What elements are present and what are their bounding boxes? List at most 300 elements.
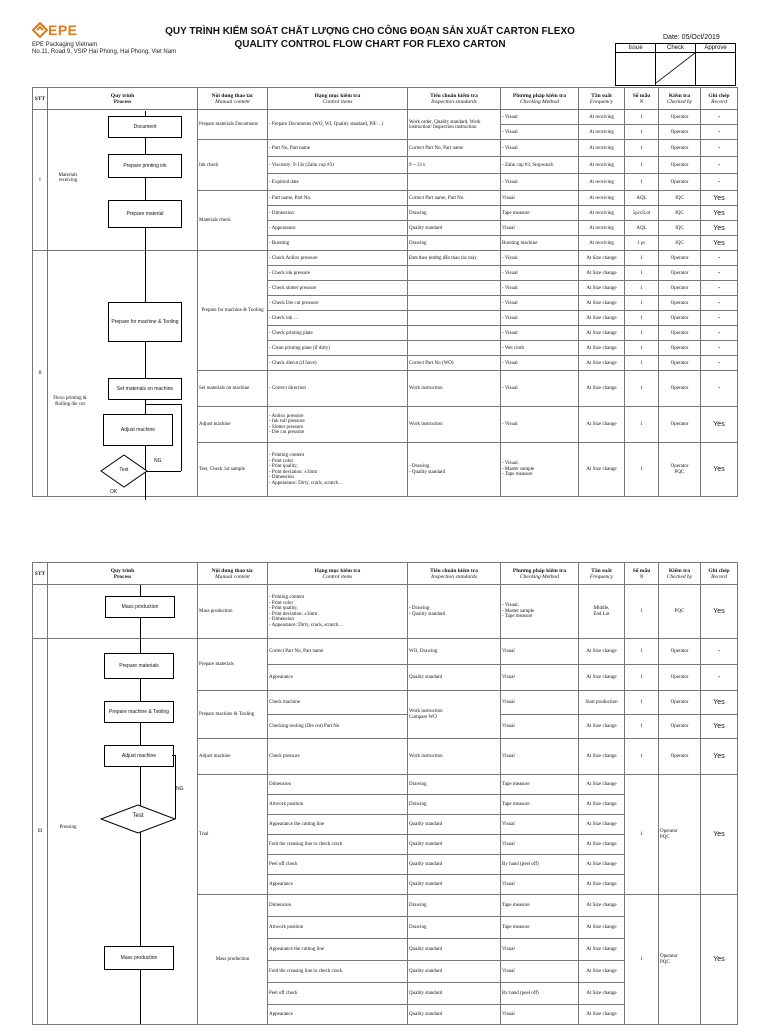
checking-method: Tape measure xyxy=(501,895,579,917)
control-item: Dimension xyxy=(268,775,408,795)
col-frequency: Tần suất Frequency xyxy=(579,563,625,585)
inspection-standard: Correct Part name, Part No. xyxy=(408,191,501,206)
checking-method: - Wet cloth xyxy=(501,341,579,356)
record: - xyxy=(701,157,738,174)
col-stt: STT xyxy=(33,88,48,110)
checking-method: - Visual xyxy=(501,311,579,326)
checking-method: - Visual xyxy=(501,371,579,407)
logo-text: EPE xyxy=(48,22,78,38)
checked-by: Operator xyxy=(659,110,701,125)
record: Yes xyxy=(701,206,738,221)
sample-n: 1 xyxy=(625,140,659,157)
control-item: - Appearance xyxy=(268,221,408,236)
sample-n: 5pcs/Lot xyxy=(625,206,659,221)
manual-content: Test, Check 1st sample xyxy=(198,443,268,497)
inspection-standard: Work order, Quality standard, Work instruction/ Inspection instruction xyxy=(408,110,501,140)
logo-icon xyxy=(32,22,48,38)
checked-by: Operator PQC xyxy=(659,895,701,1025)
sample-n: 1 xyxy=(625,125,659,140)
checked-by: Operator xyxy=(659,281,701,296)
inspection-standard: Quality standard xyxy=(408,983,501,1005)
sig-check-label: Check xyxy=(656,44,696,53)
flow-step-set-materials: Set materials on machine xyxy=(108,378,182,400)
control-item: - Prepare Documents (WO, WI, Quality standard, PIF…) xyxy=(268,110,408,140)
checking-method: Visual xyxy=(501,1005,579,1025)
sig-approve-label: Approve xyxy=(696,44,736,53)
frequency: At receiving xyxy=(579,140,625,157)
control-item: - Printing content - Print color - Print quality, - Print deviation: ±3mm - Dimension - Appearance: Dirty, crack, scratch… xyxy=(268,443,408,497)
flow-decision-label: Test xyxy=(119,467,129,473)
frequency: At receiving xyxy=(579,221,625,236)
record: Yes xyxy=(701,221,738,236)
checking-method: - Zahn cup #3, Stopwatch xyxy=(501,157,579,174)
manual-content: Mass production xyxy=(198,895,268,1025)
sig-issue-label: Issue xyxy=(616,44,656,53)
checking-method: Visual xyxy=(501,835,579,855)
sample-n: 1 xyxy=(625,585,659,639)
table-header-row xyxy=(33,88,738,110)
flow-step-adjust-machine: Adjust machine xyxy=(103,414,173,446)
checking-method: Visual xyxy=(501,639,579,665)
checked-by: IQC xyxy=(659,206,701,221)
inspection-standard: Quality standard xyxy=(408,961,501,983)
frequency: At Size change xyxy=(579,356,625,371)
control-item: Artwork position xyxy=(268,917,408,939)
flow-ng-return xyxy=(145,404,181,405)
frequency: At Size change xyxy=(579,251,625,266)
frequency: At Size change xyxy=(579,815,625,835)
checking-method: Bursting machine xyxy=(501,236,579,251)
flow-step-prepare-materials: Prepare materials xyxy=(104,653,174,679)
record: - xyxy=(701,281,738,296)
checking-method: - Visual xyxy=(501,407,579,443)
checking-method: - Visual xyxy=(501,326,579,341)
control-item: - Printing content - Print color - Print quality, - Print deviation: ±3mm - Dimension - Appearance: Dirty, crack, scratch… xyxy=(268,585,408,639)
control-item: Correct Part No, Part name xyxy=(268,639,408,665)
sample-n: 1 xyxy=(625,895,659,1025)
checking-method: Visual xyxy=(501,691,579,715)
step-number xyxy=(33,585,48,639)
checked-by: IQC xyxy=(659,221,701,236)
frequency: At Size change xyxy=(579,1005,625,1025)
sample-n: AQL xyxy=(625,191,659,206)
flow-step-prepare-material: Prepare material xyxy=(108,200,182,228)
flow-step-prepare-machine: Prepare for machine & Tooling xyxy=(108,302,182,342)
sample-n: 1 xyxy=(625,691,659,715)
table-header-row xyxy=(33,563,738,585)
checked-by: PQC xyxy=(659,585,701,639)
col-standard: Tiêu chuẩn kiểm tra Inspection standards xyxy=(408,563,501,585)
inspection-standard: Work instruction xyxy=(408,739,501,775)
frequency: At Size change xyxy=(579,715,625,739)
inspection-standard: Drawing xyxy=(408,775,501,795)
checking-method: Visual xyxy=(501,665,579,691)
inspection-standard xyxy=(408,326,501,341)
frequency: At receiving xyxy=(579,236,625,251)
col-checked-by: Kiểm tra Checked by xyxy=(659,88,701,110)
flow-ng-loop xyxy=(181,404,182,471)
signature-box xyxy=(615,43,736,86)
checked-by: Operator xyxy=(659,125,701,140)
frequency: At receiving xyxy=(579,110,625,125)
sample-n: 1 xyxy=(625,281,659,296)
frequency: At receiving xyxy=(579,157,625,174)
frequency: At Size change xyxy=(579,296,625,311)
checked-by: Operator xyxy=(659,407,701,443)
checked-by: Operator xyxy=(659,639,701,665)
record: - xyxy=(701,341,738,356)
flow-step-document: Document xyxy=(108,116,182,138)
control-item: Check machine xyxy=(268,691,408,715)
inspection-standard xyxy=(408,341,501,356)
control-item: Dimension xyxy=(268,895,408,917)
record: Yes xyxy=(701,715,738,739)
inspection-standard: WO, Drawing xyxy=(408,639,501,665)
inspection-standard: Correct Part No, Part name xyxy=(408,140,501,157)
record: - xyxy=(701,639,738,665)
control-item: Appearance the cutting line xyxy=(268,815,408,835)
manual-content: Trial xyxy=(198,775,268,895)
control-item: - Part name, Part No. xyxy=(268,191,408,206)
record: - xyxy=(701,326,738,341)
title-en: QUALITY CONTROL FLOW CHART FOR FLEXO CARTON xyxy=(234,39,506,50)
col-manual: Nội dung thao tác Manual content xyxy=(198,88,268,110)
frequency: At Size change xyxy=(579,311,625,326)
record: - xyxy=(701,174,738,191)
frequency: At Size change xyxy=(579,266,625,281)
checked-by: Operator xyxy=(659,140,701,157)
frequency: At Size change xyxy=(579,895,625,917)
checked-by: Operator xyxy=(659,174,701,191)
control-item: - Check Anilox pressure xyxy=(268,251,408,266)
frequency: Start production xyxy=(579,691,625,715)
flow-ng-line xyxy=(147,471,181,472)
inspection-standard: Drawing xyxy=(408,206,501,221)
control-item: - Check Die cut pressure xyxy=(268,296,408,311)
checking-method: Tape measure xyxy=(501,775,579,795)
manual-content: Adjust machine xyxy=(198,407,268,443)
checking-method: - Visual xyxy=(501,356,579,371)
inspection-standard: Quality standard xyxy=(408,665,501,691)
flow-ok-label: OK xyxy=(110,489,118,495)
inspection-standard: Quality standard xyxy=(408,939,501,961)
checking-method: Visual xyxy=(501,875,579,895)
flow-decision-test xyxy=(100,804,176,834)
frequency: At receiving xyxy=(579,206,625,221)
flow-step-prepare-ink: Prepare printing ink xyxy=(108,154,182,178)
frequency: At Size change xyxy=(579,795,625,815)
frequency: At Size change xyxy=(579,326,625,341)
frequency: At Size change xyxy=(579,775,625,795)
frequency: At receiving xyxy=(579,191,625,206)
record: Yes xyxy=(701,443,738,497)
control-item: - Correct direction xyxy=(268,371,408,407)
checking-method: Visual xyxy=(501,191,579,206)
sample-n: 1 pc xyxy=(625,236,659,251)
inspection-standard: Drawing xyxy=(408,795,501,815)
checked-by: Operator PQC xyxy=(659,443,701,497)
control-item: Fold the creasing line to check crack xyxy=(268,961,408,983)
checking-method: Visual xyxy=(501,961,579,983)
manual-content: Mass production xyxy=(198,585,268,639)
record: - xyxy=(701,311,738,326)
checked-by: Operator xyxy=(659,739,701,775)
sample-n: 1 xyxy=(625,356,659,371)
control-item: Fold the creasing line to check crack xyxy=(268,835,408,855)
process-name: Flexo printing & Rolling die cut xyxy=(53,396,87,407)
control-item: - Dimension xyxy=(268,206,408,221)
checking-method: - Visual xyxy=(501,281,579,296)
manual-content: Adjust machine xyxy=(198,739,268,775)
company-name: EPE Packaging Vietnam xyxy=(32,42,98,48)
inspection-standard: Correct Part No (WO) xyxy=(408,356,501,371)
manual-content: Prepare for machine & Tooling xyxy=(198,251,268,371)
inspection-standard xyxy=(408,311,501,326)
title-vn: QUY TRÌNH KIỂM SOÁT CHẤT LƯỢNG CHO CÔNG ĐOẠN SẢN XUẤT CARTON FLEXO xyxy=(165,26,575,37)
checking-method: - Visual, - Master sample - Tape measure xyxy=(501,443,579,497)
sig-check-cell xyxy=(656,53,696,86)
col-manual: Nội dung thao tác Manual content xyxy=(198,563,268,585)
record: - xyxy=(701,665,738,691)
frequency: At Size change xyxy=(579,407,625,443)
flow-ng-return xyxy=(172,755,176,756)
checking-method: Visual xyxy=(501,221,579,236)
col-n: Số mẫu N xyxy=(625,563,659,585)
col-checked-by: Kiểm tra Checked by xyxy=(659,563,701,585)
manual-content: Prepare materials Documents xyxy=(198,110,268,140)
inspection-standard xyxy=(408,174,501,191)
checked-by: Operator xyxy=(659,266,701,281)
record: - xyxy=(701,266,738,281)
col-standard: Tiêu chuẩn kiểm tra Inspection standards xyxy=(408,88,501,110)
checked-by: Operator xyxy=(659,691,701,715)
frequency: At receiving xyxy=(579,125,625,140)
inspection-standard: Drawing xyxy=(408,917,501,939)
inspection-standard: - Drawing - Quality standard xyxy=(408,443,501,497)
control-item: - Check diecut (if have) xyxy=(268,356,408,371)
sample-n: 1 xyxy=(625,443,659,497)
frequency: At Size change xyxy=(579,917,625,939)
checked-by: IQC xyxy=(659,191,701,206)
sample-n: 1 xyxy=(625,110,659,125)
inspection-standard: Quality standard xyxy=(408,855,501,875)
control-item: - Bursting xyxy=(268,236,408,251)
sample-n: 1 xyxy=(625,715,659,739)
inspection-standard xyxy=(408,266,501,281)
control-item: Check pressure xyxy=(268,739,408,775)
sample-n: 1 xyxy=(625,157,659,174)
flow-step-prepare-machine: Prepare machine & Tooling xyxy=(104,701,174,723)
frequency: At Size change xyxy=(579,939,625,961)
inspection-standard: Quality standard xyxy=(408,875,501,895)
frequency: At Size change xyxy=(579,739,625,775)
frequency: At Size change xyxy=(579,639,625,665)
checked-by: Operator xyxy=(659,251,701,266)
checking-method: Tape measure xyxy=(501,795,579,815)
sample-n: 1 xyxy=(625,371,659,407)
inspection-standard: Quality standard xyxy=(408,221,501,236)
checked-by: Operator xyxy=(659,326,701,341)
checked-by: Operator xyxy=(659,371,701,407)
control-item: Appearance xyxy=(268,1005,408,1025)
document-date: Date: 05/Oct/2019 xyxy=(663,34,720,41)
checked-by: Operator xyxy=(659,311,701,326)
frequency: At Size change xyxy=(579,961,625,983)
inspection-standard: Work instruction xyxy=(408,407,501,443)
flow-step-mass-production: Mass production xyxy=(105,596,175,618)
manual-content: Set materials on machine xyxy=(198,371,268,407)
checking-method: Tape measure xyxy=(501,917,579,939)
manual-content: Prepare materials xyxy=(198,639,268,691)
control-item: Appearance xyxy=(268,875,408,895)
inspection-standard: Work instruction xyxy=(408,371,501,407)
frequency: At Size change xyxy=(579,665,625,691)
sig-issue-cell xyxy=(616,53,656,86)
record: - xyxy=(701,296,738,311)
checked-by: Operator xyxy=(659,715,701,739)
step-number: I xyxy=(33,110,48,251)
control-item: - Expiried date xyxy=(268,174,408,191)
checking-method: - Visual xyxy=(501,110,579,125)
manual-content: Materials check xyxy=(198,191,268,251)
checking-method: Visual xyxy=(501,815,579,835)
inspection-standard: Quality standard xyxy=(408,815,501,835)
col-frequency: Tần suất Frequency xyxy=(579,88,625,110)
sample-n: AQL xyxy=(625,221,659,236)
sample-n: 1 xyxy=(625,311,659,326)
record: Yes xyxy=(701,585,738,639)
record: Yes xyxy=(701,236,738,251)
frequency: At Size change xyxy=(579,371,625,407)
checked-by: IQC xyxy=(659,236,701,251)
manual-content: Prepare machine & Tooling xyxy=(198,691,268,739)
control-item: - Check printing plate xyxy=(268,326,408,341)
frequency: At receiving xyxy=(579,174,625,191)
sample-n: 1 xyxy=(625,266,659,281)
flow-ng-label: NG xyxy=(154,458,162,464)
sample-n: 1 xyxy=(625,174,659,191)
inspection-standard: 9 ~ 13 s xyxy=(408,157,501,174)
inspection-standard xyxy=(408,296,501,311)
inspection-standard: Work instruction Compare WO xyxy=(408,691,501,739)
control-item: Appearance the cutting line xyxy=(268,939,408,961)
sig-check-slash xyxy=(656,53,695,83)
checking-method: - Visual, - Master sample - Tape measure xyxy=(501,585,579,639)
checking-method: Visual xyxy=(501,715,579,739)
checked-by: Operator xyxy=(659,296,701,311)
checked-by: Operator xyxy=(659,341,701,356)
sig-approve-cell xyxy=(696,53,736,86)
record: - xyxy=(701,251,738,266)
control-item: Peel off check xyxy=(268,983,408,1005)
company-address-line: No.11, Road 9, VSIP Hai Phong, Hai Phong, Viet Nam xyxy=(32,49,177,55)
sample-n: 1 xyxy=(625,251,659,266)
checking-method: - Visual xyxy=(501,296,579,311)
inspection-standard xyxy=(408,281,501,296)
record: Yes xyxy=(701,895,738,1025)
record: - xyxy=(701,110,738,125)
record: - xyxy=(701,125,738,140)
checking-method: By hand (peel off) xyxy=(501,983,579,1005)
col-method: Phương pháp kiểm tra Checking Method xyxy=(501,563,579,585)
sample-n: 1 xyxy=(625,775,659,895)
sample-n: 1 xyxy=(625,296,659,311)
control-item: - Check ink … xyxy=(268,311,408,326)
sample-n: 1 xyxy=(625,739,659,775)
checking-method: Visual xyxy=(501,739,579,775)
control-item: - Check slotter pressure xyxy=(268,281,408,296)
checking-method: - Visual xyxy=(501,140,579,157)
control-item: - Clean printing plate (if dirty) xyxy=(268,341,408,356)
sample-n: 1 xyxy=(625,639,659,665)
step-number: III xyxy=(33,639,48,1025)
process-name: Materials receiving xyxy=(58,173,78,183)
process-name: Pressing xyxy=(59,825,77,830)
checking-method: - Visual xyxy=(501,174,579,191)
record: Yes xyxy=(701,407,738,443)
frequency: At Size change xyxy=(579,341,625,356)
sample-n: 1 xyxy=(625,665,659,691)
col-n: Số mẫu N xyxy=(625,88,659,110)
inspection-standard: - Drawing - Quality standard xyxy=(408,585,501,639)
checking-method: By hand (peel off) xyxy=(501,855,579,875)
record: - xyxy=(701,371,738,407)
inspection-standard: Quality standard xyxy=(408,1005,501,1025)
col-process: Quy trình Process xyxy=(48,563,198,585)
inspection-standard: Drawing xyxy=(408,236,501,251)
col-control: Hạng mục kiểm tra Control items xyxy=(268,563,408,585)
flow-step-mass-production-2: Mass production xyxy=(104,946,174,970)
record: Yes xyxy=(701,739,738,775)
col-process: Quy trình Process xyxy=(48,88,198,110)
control-item: - Anilox pressure - Ink roll pressure - Slotter pressure - Die cut pressure xyxy=(268,407,408,443)
checking-method: Tape measure xyxy=(501,206,579,221)
inspection-standard: Quality standard xyxy=(408,835,501,855)
sample-n: 1 xyxy=(625,326,659,341)
record: - xyxy=(701,140,738,157)
sample-n: 1 xyxy=(625,407,659,443)
checking-method: - Visual xyxy=(501,266,579,281)
frequency: At Size change xyxy=(579,835,625,855)
frequency: Middle, End Lot xyxy=(579,585,625,639)
col-method: Phương pháp kiểm tra Checking Method xyxy=(501,88,579,110)
frequency: At Size change xyxy=(579,875,625,895)
control-item: Appearance xyxy=(268,665,408,691)
frequency: At Size change xyxy=(579,281,625,296)
record: Yes xyxy=(701,191,738,206)
checking-method: - Visual xyxy=(501,251,579,266)
checked-by: Operator xyxy=(659,157,701,174)
flow-step-adjust-machine: Adjust machine xyxy=(104,745,174,767)
flow-ng-label: NG xyxy=(176,786,184,792)
frequency: At Size change xyxy=(579,443,625,497)
checking-method: - Visual xyxy=(501,125,579,140)
control-item: Artwork position xyxy=(268,795,408,815)
inspection-standard: Drawing xyxy=(408,895,501,917)
checked-by: Operator xyxy=(659,665,701,691)
control-item: - Check ink pressure xyxy=(268,266,408,281)
checked-by: Operator xyxy=(659,356,701,371)
col-stt: STT xyxy=(33,563,48,585)
record: Yes xyxy=(701,775,738,895)
manual-content: Ink check xyxy=(198,140,268,191)
inspection-standard: Đưa theo hướng dẫn thao tác máy xyxy=(408,251,501,266)
control-item: - Viscosity: 9-13s (Zahn cup #3) xyxy=(268,157,408,174)
checking-method: Visual xyxy=(501,939,579,961)
frequency: At Size change xyxy=(579,855,625,875)
col-control: Hạng mục kiểm tra Control items xyxy=(268,88,408,110)
control-item: Peel off check xyxy=(268,855,408,875)
